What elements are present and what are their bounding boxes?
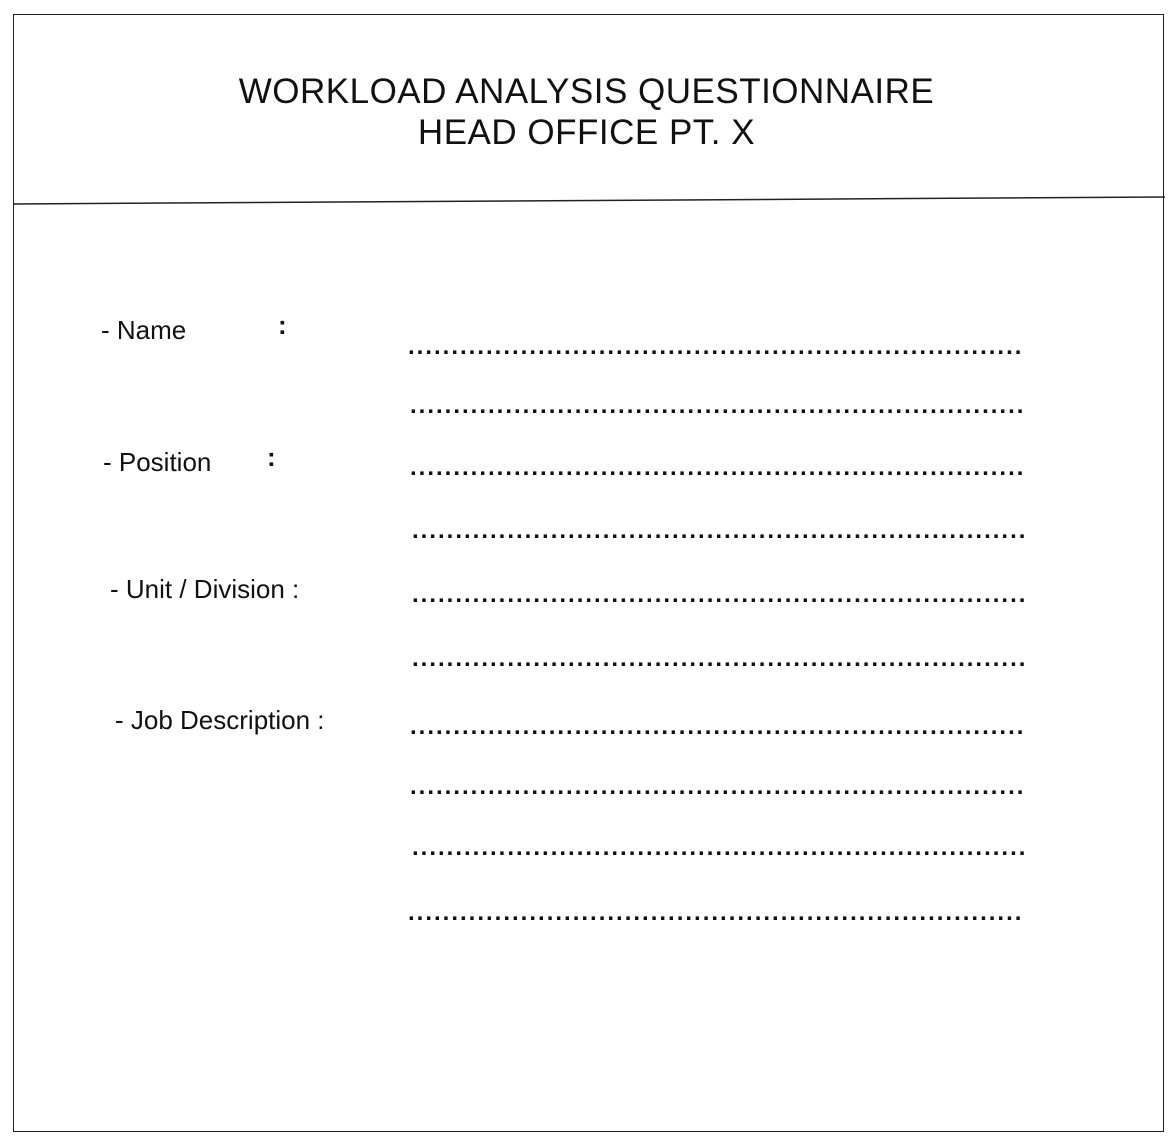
name-blank-line-2[interactable]: ....................................................................... (410, 392, 1026, 419)
unit-division-blank-line-2[interactable]: ....................................................................... (412, 645, 1028, 672)
job-description-blank-line-4[interactable]: ....................................................................... (408, 899, 1024, 926)
form-border (13, 14, 1164, 1132)
job-description-label: - Job Description : (115, 705, 325, 735)
job-description-blank-line-2[interactable]: ....................................................................... (410, 773, 1026, 800)
name-label: - Name (101, 315, 187, 345)
job-description-blank-line-1[interactable]: ....................................................................... (410, 713, 1026, 740)
unit-division-blank-line-1[interactable]: ....................................................................... (412, 581, 1028, 608)
name-blank-line-1[interactable]: ....................................................................... (408, 333, 1024, 360)
form-title: WORKLOAD ANALYSIS QUESTIONNAIRE (238, 72, 935, 111)
job-description-blank-line-3[interactable]: ....................................................................... (412, 834, 1028, 861)
position-blank-line-1[interactable]: ....................................................................... (410, 454, 1026, 481)
form-subtitle: HEAD OFFICE PT. X (417, 113, 756, 152)
header-divider (13, 196, 1165, 206)
position-label: - Position (103, 447, 212, 477)
name-colon: : (278, 310, 287, 340)
position-blank-line-2[interactable]: ....................................................................... (412, 517, 1028, 544)
position-colon: : (267, 442, 276, 472)
unit-division-label: - Unit / Division : (110, 574, 300, 604)
